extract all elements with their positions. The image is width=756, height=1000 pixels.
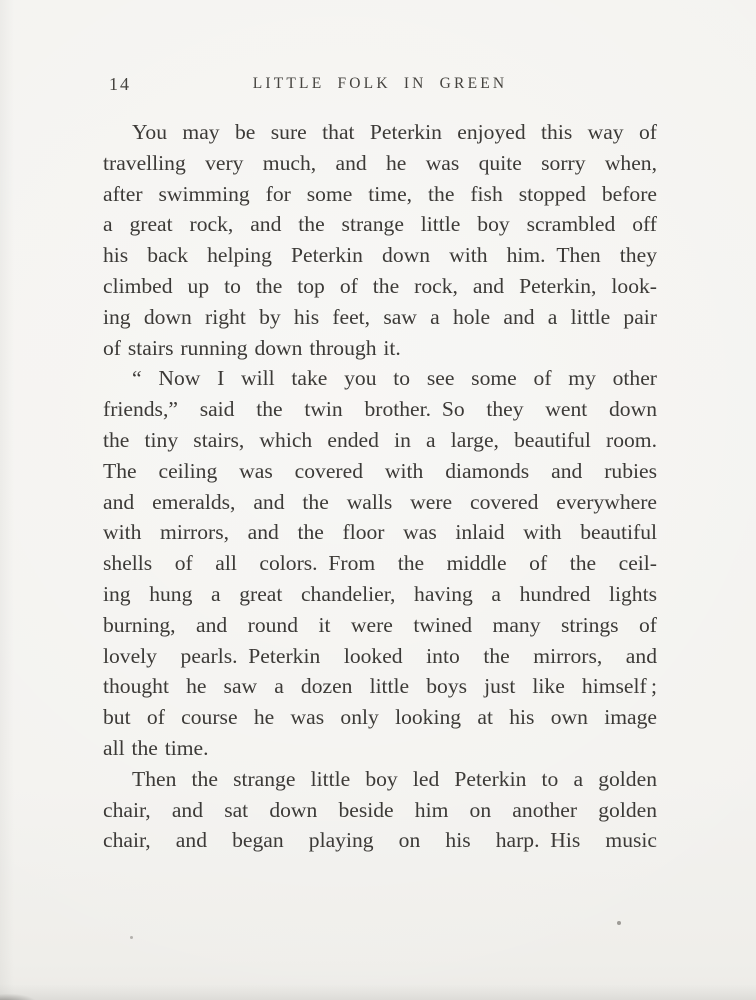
scan-edge-shade-bottom bbox=[0, 984, 756, 1000]
text-line: a great rock, and the strange little boy scrambled off bbox=[103, 212, 657, 237]
scan-corner-smudge bbox=[0, 991, 38, 1000]
text-line: ing hung a great chandelier, having a hundred lights bbox=[103, 581, 657, 606]
text-line: lovely pearls. Peterkin looked into the mirrors, and bbox=[103, 643, 657, 668]
scan-speck bbox=[617, 921, 621, 925]
text-line: and emeralds, and the walls were covered everywhere bbox=[103, 489, 657, 514]
text-line: chair, and sat down beside him on another golden bbox=[103, 797, 657, 822]
text-line: but of course he was only looking at his own image bbox=[103, 705, 657, 730]
scan-speck bbox=[130, 936, 133, 939]
text-line: shells of all colors. From the middle of the ceil- bbox=[103, 551, 657, 576]
text-line: friends,” said the twin brother. So they went down bbox=[103, 397, 657, 422]
text-line: climbed up to the top of the rock, and Peterkin, look- bbox=[103, 273, 657, 298]
text-line: with mirrors, and the floor was inlaid with beautiful bbox=[103, 520, 657, 545]
text-line: after swimming for some time, the fish stopped before bbox=[103, 181, 657, 206]
paragraph bbox=[103, 363, 657, 763]
text-line: burning, and round it were twined many strings of bbox=[103, 612, 657, 637]
text-line: travelling very much, and he was quite sorry when, bbox=[103, 150, 657, 175]
text-line: his back helping Peterkin down with him. Then they bbox=[103, 243, 657, 268]
paragraph bbox=[103, 764, 657, 856]
text-line: of stairs running down through it. bbox=[103, 335, 401, 360]
text-line: ing down right by his feet, saw a hole and a little pair bbox=[103, 304, 657, 329]
page-number: 14 bbox=[109, 74, 131, 94]
text-line: The ceiling was covered with diamonds and rubies bbox=[103, 458, 657, 483]
page-header bbox=[103, 73, 657, 95]
text-line: all the time. bbox=[103, 735, 209, 760]
scan-edge-shade-left bbox=[0, 0, 14, 1000]
paragraph bbox=[103, 117, 657, 363]
text-line: You may be sure that Peterkin enjoyed this way of bbox=[132, 120, 657, 144]
text-line: the tiny stairs, which ended in a large, beautiful room. bbox=[103, 427, 657, 452]
text-line: chair, and began playing on his harp. His music bbox=[103, 828, 657, 853]
body-text bbox=[103, 117, 657, 856]
text-line: thought he saw a dozen little boys just like himself ; bbox=[103, 674, 657, 699]
text-line: “ Now I will take you to see some of my other bbox=[132, 366, 657, 391]
text-line: Then the strange little boy led Peterkin to a golden bbox=[132, 766, 657, 791]
running-title: LITTLE FOLK IN GREEN bbox=[252, 75, 508, 92]
